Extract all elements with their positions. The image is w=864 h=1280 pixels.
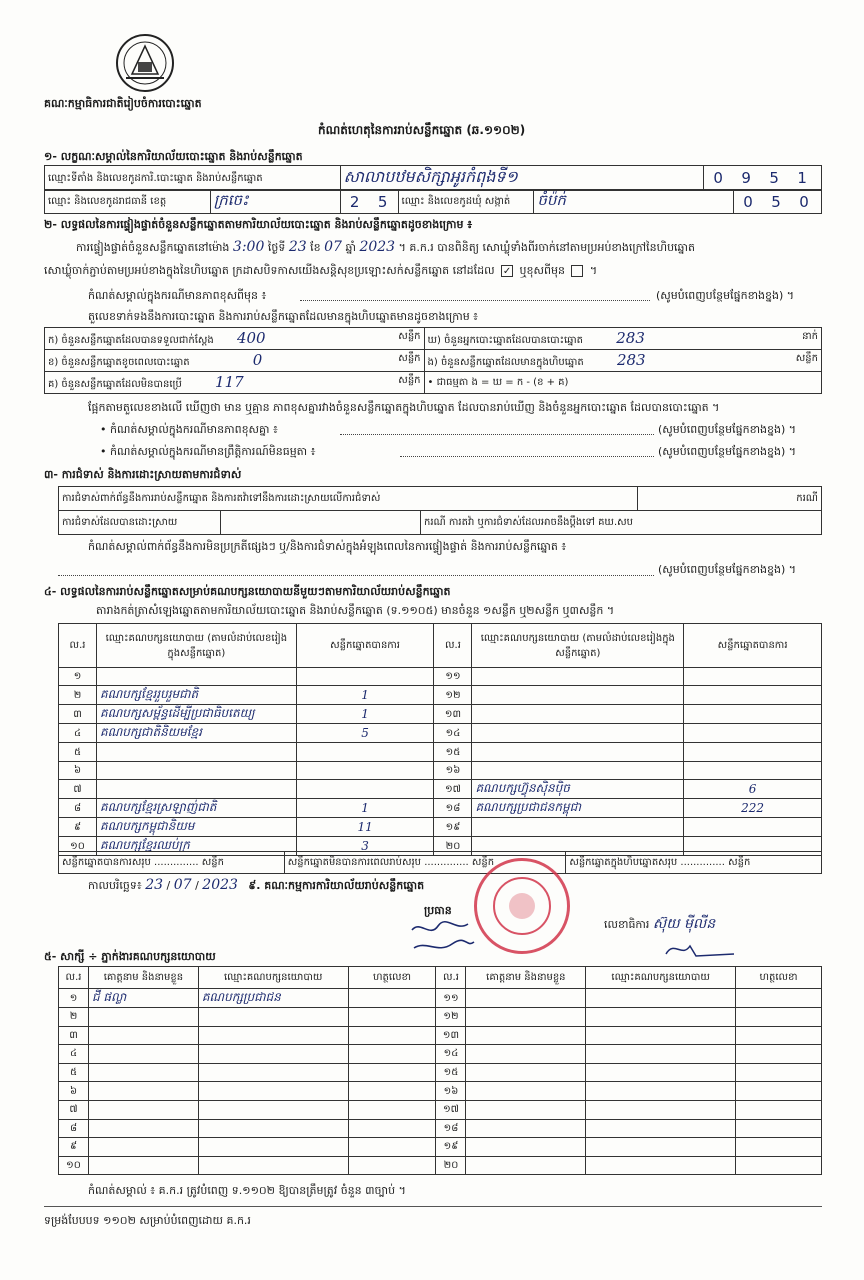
vote-count: [684, 686, 822, 705]
secretary-name: ស៊ុយ ម៉ីលីន: [652, 916, 716, 932]
witness-signature: [348, 1045, 436, 1064]
national-seal-icon: [114, 32, 176, 94]
witness-row: [59, 989, 822, 1008]
vote-col-votes-left: សន្លឹកឆ្នោតបានការ: [296, 624, 434, 668]
vote-no: ៦: [59, 761, 97, 779]
witness-no: ២: [59, 1008, 89, 1027]
chair-signature-icon: [408, 918, 478, 958]
witness-row: [59, 1008, 822, 1027]
section1-table: [44, 165, 822, 191]
witness-party: [586, 989, 736, 1008]
witness-row: [59, 1100, 822, 1119]
verify-time: 3:00: [232, 239, 265, 255]
form-title: កំណត់ហេតុនៃការរាប់សន្លឹកឆ្នោត (ឆ.១១០២): [318, 123, 526, 137]
authority-name: គណៈកម្មាធិការជាតិរៀបចំការបោះឆ្នោត: [44, 97, 202, 110]
vote-no: ៤: [59, 724, 97, 743]
witness-signature: [348, 1063, 436, 1082]
vote-no: ៥: [59, 743, 97, 761]
witness-name: [88, 1045, 198, 1064]
witness-party: [586, 1138, 736, 1157]
witness-no: ១: [59, 989, 89, 1008]
vote-row: [59, 743, 822, 761]
vote-no: ១៩: [434, 818, 472, 837]
witness-no: ២០: [436, 1156, 466, 1175]
province-value: ក្រចេះ: [213, 190, 249, 209]
vote-row: [59, 799, 822, 818]
witness-no: ៥: [59, 1063, 89, 1082]
note-different-line: [300, 300, 650, 301]
vote-count: 6: [684, 780, 822, 799]
figures-intro: តួលេខទាក់ទងនឹងការបោះឆ្នោត និងការរាប់សន្លឹកឆ្នោតដែលមានក្នុងហិបឆ្នោតមានដូចខាងក្រោម ៖: [88, 310, 479, 323]
total-invalid: សន្លឹកឆ្នោតមិនបានការពេលរាប់សរុប .............. សន្លឹក: [284, 852, 566, 874]
objection-row1: ការជំទាស់ពាក់ព័ន្ធនឹងការរាប់សន្លឹកឆ្នោត និងការតវ៉ាទៅនឹងការដោះស្រាយលើការជំទាស់: [59, 487, 638, 511]
verify-day: 23: [288, 239, 307, 255]
witness-party: [198, 1138, 348, 1157]
witness-name: [466, 1008, 586, 1027]
province-label: ឈ្មោះ និងលេខកូដរាជធានី ខេត្ត: [45, 190, 211, 214]
section3-title: ៣- ការជំទាស់ និងការដោះស្រាយតាមការជំទាស់: [44, 468, 242, 481]
section1-title: ១- លក្ខណៈសម្គាល់នៃការិយាល័យបោះឆ្នោត និងរាប់សន្លឹកឆ្នោត: [44, 150, 303, 163]
witness-name: [466, 1119, 586, 1138]
note-different: កំណត់សម្គាល់ក្នុងករណីមានភាពខុសពីមុន ៖: [88, 289, 267, 302]
vote-row: [59, 761, 822, 779]
total-valid: សន្លឹកឆ្នោតបានការសរុប .............. សន្លឹក: [59, 852, 285, 874]
chair-label: ប្រធាន: [424, 904, 452, 917]
witness-row: [59, 1026, 822, 1045]
witness-signature: [736, 1100, 822, 1119]
witness-name: [88, 1156, 198, 1175]
witness-name: [88, 1100, 198, 1119]
vote-party: [96, 761, 296, 779]
vote-row: [59, 818, 822, 837]
witness-party: [586, 1082, 736, 1101]
vote-row: [59, 668, 822, 686]
objection-resolved: ការជំទាស់ដែលបានដោះស្រាយ: [59, 511, 221, 535]
witness-party: [198, 1119, 348, 1138]
witness-no: ១៣: [436, 1026, 466, 1045]
vote-count: 11: [296, 818, 434, 837]
official-stamp-icon: [474, 858, 570, 954]
witness-name: ជី ផល្លា: [88, 989, 198, 1008]
witness-signature: [736, 1082, 822, 1101]
vote-count: 5: [296, 724, 434, 743]
witness-signature: [736, 1138, 822, 1157]
date-day: 23: [145, 877, 164, 893]
vote-count: 1: [296, 705, 434, 724]
vote-no: ១០: [59, 837, 97, 856]
witness-no: ១៥: [436, 1063, 466, 1082]
vote-count: [684, 724, 822, 743]
vote-party: [96, 743, 296, 761]
vote-no: ១៣: [434, 705, 472, 724]
witness-signature: [348, 1119, 436, 1138]
vote-no: ២០: [434, 837, 472, 856]
footer-divider: [44, 1206, 822, 1207]
date-line: កាលបរិច្ឆេទ៖ 23 / 07 / 2023 ៩. គណៈកម្មការការិយាល័យរាប់សន្លឹកឆ្នោត: [88, 877, 425, 893]
vote-party: គណបក្សខ្មែររួបរួមជាតិ: [96, 686, 296, 705]
date-year: 2023: [202, 877, 238, 893]
witness-party: [198, 1100, 348, 1119]
seal-line: សោឃ្លុំចាក់ភ្ជាប់តាមប្រអប់ខាងក្នុងនៃហិបឆ្នោត ក្រដាសបិទកាសយើងសន្តិសុខប្រឡោះសក់សន្លឹកឆ្នោត នៅដដែល ✓ ឬខុសពីមុន ។: [44, 264, 598, 277]
witness-no: ១០: [59, 1156, 89, 1175]
witness-no: ១៧: [436, 1100, 466, 1119]
witness-name: [466, 1045, 586, 1064]
vote-party: គណបក្សសម្ព័ន្ធដើម្បីប្រជាធិបតេយ្យ: [96, 705, 296, 724]
fill-note-1: (សូមបំពេញបន្ថែមផ្នែកខាងខ្នង) ។: [656, 289, 795, 302]
verify-year: 2023: [359, 239, 396, 255]
witness-signature: [736, 1119, 822, 1138]
vote-no: ២: [59, 686, 97, 705]
fill-note-4: (សូមបំពេញបន្ថែមផ្នែកខាងខ្នង) ។: [658, 563, 797, 576]
fill-note-2: (សូមបំពេញបន្ថែមផ្នែកខាងខ្នង) ។: [658, 423, 797, 436]
vote-no: ១៤: [434, 724, 472, 743]
witness-signature: [736, 989, 822, 1008]
commune-value: ចំប៉ក់: [537, 190, 566, 209]
same-checkbox[interactable]: ✓: [502, 266, 512, 277]
witness-signature: [736, 1063, 822, 1082]
witness-no: ១១: [436, 989, 466, 1008]
witness-row: [59, 1045, 822, 1064]
vote-col-votes-right: សន្លឹកឆ្នោតបានការ: [684, 624, 822, 668]
date-month: 07: [173, 877, 192, 893]
objection-note: កំណត់សម្គាល់ពាក់ព័ន្ធនឹងការមិនប្រក្រតីផ្សេងៗ ឬ/និងការជំទាស់ក្នុងអំឡុងពេលនៃការផ្ទៀងផ្ទាត់ និងការរាប់សន្លឹកឆ្នោត ៖: [88, 540, 567, 553]
vote-party: [472, 668, 684, 686]
vote-count: 1: [296, 799, 434, 818]
witness-signature: [348, 1008, 436, 1027]
witness-party: [586, 1156, 736, 1175]
objection-appeal: ករណី ការតវ៉ា ឬការជំទាស់ដែលអាចនឹងប្តឹងទៅ គឃ.សប: [421, 511, 822, 535]
objection-case-1: ករណី: [638, 487, 822, 511]
vote-totals: [58, 851, 822, 874]
figure-ng-label: ង) ចំនួនសន្លឹកឆ្នោតដែលមានក្នុងហិបឆ្នោត: [427, 357, 584, 368]
vote-table: [58, 623, 822, 856]
different-checkbox[interactable]: [571, 265, 583, 277]
vote-no: ១៧: [434, 780, 472, 799]
witness-signature: [736, 1008, 822, 1027]
witness-party: [198, 1156, 348, 1175]
vote-row: [59, 686, 822, 705]
figure-kh-label: ខ) ចំនួនសន្លឹកឆ្នោតខូចពេលបោះឆ្នោត: [48, 357, 190, 368]
witness-party: [586, 1119, 736, 1138]
witness-party: [198, 1082, 348, 1101]
witness-party: [198, 1026, 348, 1045]
verify-month: 07: [324, 239, 342, 255]
vote-count: [684, 818, 822, 837]
form-number: ទម្រង់បែបបទ ១១០២ សម្រាប់បំពេញដោយ គ.ក.រ: [44, 1214, 251, 1227]
witness-name: [466, 1082, 586, 1101]
witness-no: ៩: [59, 1138, 89, 1157]
secretary-signature-icon: [660, 936, 740, 962]
vote-count: 1: [296, 686, 434, 705]
vote-party: គណបក្សខ្មែរស្រឡាញ់ជាតិ: [96, 799, 296, 818]
vote-count: [296, 780, 434, 799]
vote-party: គណបក្សជាតិនិយមខ្មែរ: [96, 724, 296, 743]
vote-party: [472, 761, 684, 779]
vote-row: [59, 780, 822, 799]
vote-no: ៨: [59, 799, 97, 818]
objection-note-line: [58, 575, 654, 576]
note-mismatch-line: [340, 434, 654, 435]
witness-no: ៧: [59, 1100, 89, 1119]
section2-title: ២- លទ្ធផលនៃការផ្ទៀងផ្ទាត់ចំនួនសន្លឹកឆ្នោតតាមការិយាល័យបោះឆ្នោត និងរាប់សន្លឹកឆ្នោតដូចខាងក្រោម ៖: [44, 218, 473, 231]
vote-count: [684, 761, 822, 779]
vote-count: [296, 668, 434, 686]
witness-signature: [736, 1156, 822, 1175]
figure-gh-label: ឃ) ចំនួនអ្នកបោះឆ្នោតដែលបានបោះឆ្នោត: [427, 335, 584, 346]
vote-no: ១២: [434, 686, 472, 705]
vote-party: [96, 668, 296, 686]
location-label: ឈ្មោះទីតាំង និងលេខកូដការិ.បោះឆ្នោត និងរាប់សន្លឹកឆ្នោត: [45, 166, 341, 191]
figure-gh-value: 283: [616, 329, 645, 347]
witness-no: ១២: [436, 1008, 466, 1027]
vote-no: ១៥: [434, 743, 472, 761]
witness-no: ១៨: [436, 1119, 466, 1138]
figure-k-value: 400: [236, 329, 266, 347]
vote-no: ៣: [59, 705, 97, 724]
witness-signature: [348, 1138, 436, 1157]
witness-name: [88, 1008, 198, 1027]
vote-party: គណបក្សប្រជាជនកម្ពុជា: [472, 799, 684, 818]
witness-name: [88, 1138, 198, 1157]
witness-row: [59, 1063, 822, 1082]
vote-col-party-right: ឈ្មោះគណបក្សនយោបាយ (តាមលំដាប់លេខរៀងក្នុងសន្លឹកឆ្នោត): [472, 624, 684, 668]
witness-table: ល.រ គោត្តនាម និងនាមខ្លួន ឈ្មោះគណបក្សនយោបាយ ហត្ថលេខា ល.រ គោត្តនាម និងនាមខ្លួន ឈ្មោះគណបក្សនយោបាយ ហត្ថលេខា ១ ជី ផល្លា គណបក្សប្រជាជន ១១ ២ ១២ ៣ ១៣ ៤ ១៤ ៥ ១៥ ៦ ១៦ ៧ ១៧ ៨ ១៨ ៩ ១៩ ១០ ២០: [58, 966, 822, 1175]
vote-count: [684, 705, 822, 724]
witness-no: ៦: [59, 1082, 89, 1101]
note-mismatch: • កំណត់សម្គាល់ក្នុងករណីមានភាពខុសគ្នា ៖: [100, 423, 278, 436]
figure-kh-value: 0: [252, 351, 263, 369]
vote-party: គណបក្សខ្មែរឈប់ក្រ: [96, 837, 296, 856]
commune-label: ឈ្មោះ និងលេខកូដឃុំ សង្កាត់: [398, 190, 534, 214]
vote-col-party-left: ឈ្មោះគណបក្សនយោបាយ (តាមលំដាប់លេខរៀងក្នុងសន្លឹកឆ្នោត): [96, 624, 296, 668]
section4-sub: តារាងកត់ត្រាសំឡេងឆ្នោតតាមការិយាល័យបោះឆ្នោត និងរាប់សន្លឹកឆ្នោត (ទ.១១០៥) មានចំនួន ១សន្លឹក ឬ២សន្លឹក ឬ៣សន្លឹក ។: [96, 604, 615, 617]
location-value: សាលាបឋមសិក្សាអូរកំពុងទី១: [343, 167, 518, 186]
witness-party: [586, 1045, 736, 1064]
witness-signature: [736, 1045, 822, 1064]
verify-line: ការផ្ទៀងផ្ទាត់ចំនួនសន្លឹកឆ្នោតនៅម៉ោង 3:00 ថ្ងៃទី 23 ខែ 07 ឆ្នាំ 2023 ។ គ.ក.រ បានពិនិត្យ សោឃ្លុំទាំងពីរចាក់នៅតាមប្រអប់ខាងក្រៅនៃហិបឆ្នោត: [76, 239, 695, 255]
witness-party: [586, 1100, 736, 1119]
witness-name: [466, 1156, 586, 1175]
section5-title: ៥- សាក្សី ÷ ភ្នាក់ងារគណបក្សនយោបាយ: [44, 950, 216, 963]
vote-no: ១៦: [434, 761, 472, 779]
vote-party: គណបក្សកម្ពុជានិយម: [96, 818, 296, 837]
vote-count: 222: [684, 799, 822, 818]
witness-name: [466, 989, 586, 1008]
vote-party: [472, 705, 684, 724]
vote-party: [472, 818, 684, 837]
figure-g-label: គ) ចំនួនសន្លឹកឆ្នោតដែលមិនបានប្រើ: [48, 379, 182, 390]
vote-count: [684, 743, 822, 761]
vote-party: [96, 780, 296, 799]
vote-count: [296, 761, 434, 779]
vote-no: ១៨: [434, 799, 472, 818]
witness-no: ១៦: [436, 1082, 466, 1101]
vote-col-no-left: ល.រ: [59, 624, 97, 668]
commune-code: 0 5 0: [734, 190, 822, 214]
section1-table-row2: [44, 189, 822, 214]
formula: • ជាធម្មតា ង = ឃ = ក - (ខ + គ): [427, 377, 569, 388]
vote-no: ១១: [434, 668, 472, 686]
vote-no: ១: [59, 668, 97, 686]
note-abnormal-line: [400, 456, 654, 457]
witness-row: [59, 1138, 822, 1157]
witness-name: [88, 1082, 198, 1101]
witness-party: [198, 1063, 348, 1082]
objection-table: [58, 486, 822, 535]
vote-party: [472, 743, 684, 761]
witness-signature: [348, 1026, 436, 1045]
vote-party: គណបក្សហ៊្វុនស៊ិនប៉ិច: [472, 780, 684, 799]
section4-title: ៤- លទ្ធផលនៃការរាប់សន្លឹកឆ្នោតសម្រាប់គណបក្សនយោបាយនីមួយៗតាមការិយាល័យរាប់សន្លឹកឆ្នោត: [44, 585, 451, 598]
location-code: 0 9 5 1: [704, 166, 822, 191]
witness-party: [586, 1026, 736, 1045]
witness-no: ៣: [59, 1026, 89, 1045]
province-code: 2 5: [340, 190, 398, 214]
witness-no: ១៤: [436, 1045, 466, 1064]
vote-count: 3: [296, 837, 434, 856]
witness-signature: [736, 1026, 822, 1045]
check-line: ផ្អែកតាមតួលេខខាងលើ ឃើញថា មាន ឬគ្មាន ភាពខុសគ្នារវាងចំនួនសន្លឹកឆ្នោតក្នុងហិបឆ្នោត ដែលបានរាប់ឃើញ និងចំនួនអ្នកបោះឆ្នោត ដែលបានបោះឆ្នោត ។: [88, 401, 720, 414]
witness-signature: [348, 989, 436, 1008]
witness-party: [586, 1063, 736, 1082]
witness-party: [198, 1045, 348, 1064]
vote-col-no-right: ល.រ: [434, 624, 472, 668]
witness-party: [198, 1008, 348, 1027]
witness-no: ៨: [59, 1119, 89, 1138]
secretary-line: លេខាធិការ ស៊ុយ ម៉ីលីន: [604, 916, 716, 932]
witness-signature: [348, 1100, 436, 1119]
witness-name: [88, 1026, 198, 1045]
footer-note: កំណត់សម្គាល់ ៖ គ.ក.រ ត្រូវបំពេញ ទ.១១០២ ឱ្យបានត្រឹមត្រូវ ចំនួន ៣ច្បាប់ ។: [88, 1184, 406, 1197]
vote-count: [296, 743, 434, 761]
witness-party: គណបក្សប្រជាជន: [198, 989, 348, 1008]
figures-table: ក) ចំនួនសន្លឹកឆ្នោតដែលបានទទួលជាក់ស្តែង 400 សន្លឹក ឃ) ចំនួនអ្នកបោះឆ្នោតដែលបានបោះឆ្នោត 283 នាក់ ខ) ចំនួនសន្លឹកឆ្នោតខូចពេលបោះឆ្នោត 0 សន្លឹក ង) ចំនួនសន្លឹកឆ្នោតដែលមានក្នុងហិបឆ្នោត 283 សន្លឹក គ) ចំនួនសន្លឹកឆ្នោតដែលមិនបានប្រើ 117 សន្លឹក • ជាធម្មតា ង = ឃ = ក - (ខ + គ): [44, 327, 822, 394]
figure-g-value: 117: [215, 373, 244, 391]
vote-no: ៧: [59, 780, 97, 799]
witness-party: [586, 1008, 736, 1027]
total-in-box: សន្លឹកឆ្នោតក្នុងហិបឆ្នោតសរុប .............. សន្លឹក: [566, 852, 822, 874]
witness-name: [466, 1100, 586, 1119]
vote-row: [59, 724, 822, 743]
vote-party: [472, 686, 684, 705]
figure-ng-value: 283: [616, 351, 646, 369]
vote-count: [684, 668, 822, 686]
fill-note-3: (សូមបំពេញបន្ថែមផ្នែកខាងខ្នង) ។: [658, 445, 797, 458]
witness-signature: [348, 1156, 436, 1175]
witness-row: [59, 1156, 822, 1175]
witness-no: ១៩: [436, 1138, 466, 1157]
witness-name: [466, 1138, 586, 1157]
vote-row: [59, 705, 822, 724]
figure-k-label: ក) ចំនួនសន្លឹកឆ្នោតដែលបានទទួលជាក់ស្តែង: [48, 335, 214, 346]
witness-row: [59, 1082, 822, 1101]
witness-no: ៤: [59, 1045, 89, 1064]
vote-party: [472, 724, 684, 743]
witness-name: [88, 1119, 198, 1138]
vote-no: ៩: [59, 818, 97, 837]
witness-name: [466, 1063, 586, 1082]
witness-row: [59, 1119, 822, 1138]
note-abnormal: • កំណត់សម្គាល់ក្នុងករណីមានព្រឹត្តិការណ៍មិនធម្មតា ៖: [100, 445, 316, 458]
witness-signature: [348, 1082, 436, 1101]
witness-name: [466, 1026, 586, 1045]
witness-name: [88, 1063, 198, 1082]
